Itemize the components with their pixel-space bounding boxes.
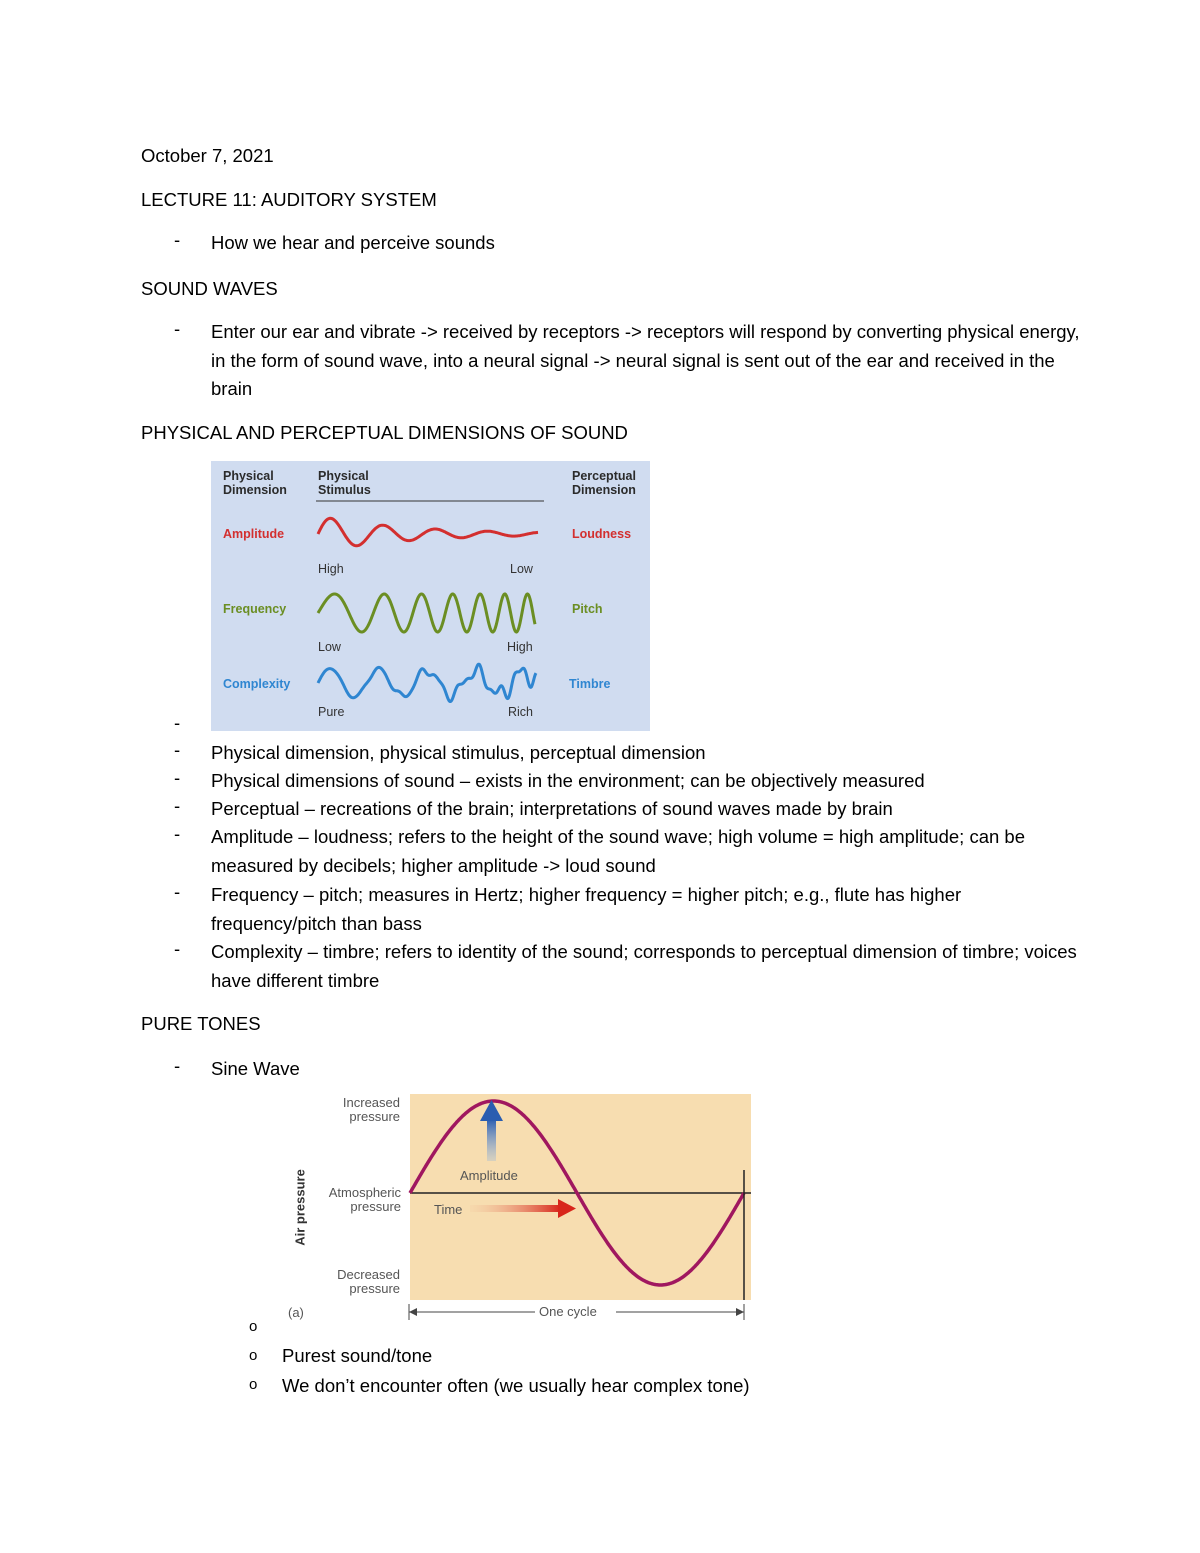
frequency-low-label: Low (318, 640, 341, 654)
lecture-title: LECTURE 11: AUDITORY SYSTEM (141, 189, 437, 210)
sound-waves-bullet: Enter our ear and vibrate -> received by receptors -> receptors will respond by converting physical energy, in the form of sound wave, into a neural signal -> neural signal is sent out of the ear and received in the brain (211, 321, 1080, 399)
time-arrow-shaft (470, 1205, 560, 1212)
frequency-label: Frequency (223, 602, 287, 616)
timbre-label: Timbre (569, 677, 611, 691)
bullet-dash: - (174, 739, 181, 760)
air-pressure-axis-label: Air pressure (292, 1169, 308, 1246)
bullet-dash: - (174, 823, 181, 844)
pure-tones-sub-bullet-1: Purest sound/tone (282, 1345, 433, 1366)
sub-bullet-circle: o (249, 1347, 258, 1364)
cycle-arrow-left (409, 1308, 417, 1316)
time-label: Time (434, 1202, 463, 1217)
one-cycle-label: One cycle (539, 1304, 597, 1319)
sub-bullet-circle: o (249, 1376, 258, 1393)
panel-label: (a) (288, 1305, 304, 1320)
header-physical-dimension: Physical Dimension (223, 469, 287, 497)
amplitude-label: Amplitude (460, 1168, 518, 1183)
pitch-label: Pitch (572, 602, 603, 616)
complexity-rich-label: Rich (508, 705, 534, 719)
intro-bullet: How we hear and perceive sounds (211, 232, 495, 253)
dimensions-heading: PHYSICAL AND PERCEPTUAL DIMENSIONS OF SOUND (141, 422, 628, 443)
bullet-dash: - (174, 229, 181, 250)
cycle-arrow-right (736, 1308, 744, 1316)
sine-wave-bullet: Sine Wave (211, 1058, 300, 1079)
dimensions-bullet-6: Complexity – timbre; refers to identity of the sound; corresponds to perceptual dimension of timbre; voices have different timbre (211, 941, 1077, 991)
loudness-label: Loudness (572, 527, 632, 541)
dimensions-bullet-4: Amplitude – loudness; refers to the height of the sound wave; high volume = high amplitude; can be measured by decibels; higher amplitude -> loud sound (211, 826, 1025, 876)
pure-tones-heading: PURE TONES (141, 1013, 261, 1034)
frequency-high-label: High (507, 640, 533, 654)
dimensions-bullet-2: Physical dimensions of sound – exists in the environment; can be objectively measured (211, 770, 925, 791)
date: October 7, 2021 (141, 145, 274, 166)
sub-bullet-circle: o (249, 1318, 258, 1335)
header-perceptual-dimension: Perceptual Dimension (572, 469, 636, 497)
dimensions-figure (211, 461, 650, 731)
amplitude-wave (318, 518, 538, 546)
header-physical-stimulus: Physical Stimulus (318, 469, 371, 497)
bullet-dash: - (174, 795, 181, 816)
dimensions-bullet-3: Perceptual – recreations of the brain; interpretations of sound waves made by brain (211, 798, 893, 819)
bullet-dash: - (174, 881, 181, 902)
dimensions-bullet-1: Physical dimension, physical stimulus, perceptual dimension (211, 742, 706, 763)
amplitude-low-label: Low (510, 562, 533, 576)
amplitude-arrow-shaft (487, 1119, 496, 1161)
sound-waves-heading: SOUND WAVES (141, 278, 278, 299)
complexity-label: Complexity (223, 677, 291, 691)
amplitude-high-label: High (318, 562, 344, 576)
sine-wave-figure (280, 1090, 760, 1330)
bullet-dash: - (174, 938, 181, 959)
pure-tones-sub-bullet-2: We don’t encounter often (we usually hear complex tone) (282, 1375, 750, 1396)
complexity-pure-label: Pure (318, 705, 345, 719)
decreased-pressure-label: Decreased pressure (337, 1267, 400, 1296)
bullet-dash: - (174, 712, 181, 733)
bullet-dash: - (174, 318, 181, 339)
increased-pressure-label: Increased pressure (342, 1095, 400, 1124)
amplitude-label: Amplitude (223, 527, 285, 541)
bullet-dash: - (174, 1055, 181, 1076)
complexity-wave (318, 664, 536, 701)
atmospheric-pressure-label: Atmospheric pressure (328, 1185, 401, 1214)
frequency-wave (318, 594, 535, 632)
dimensions-bullet-5: Frequency – pitch; measures in Hertz; higher frequency = higher pitch; e.g., flute has higher frequency/pitch than bass (211, 884, 962, 934)
bullet-dash: - (174, 767, 181, 788)
